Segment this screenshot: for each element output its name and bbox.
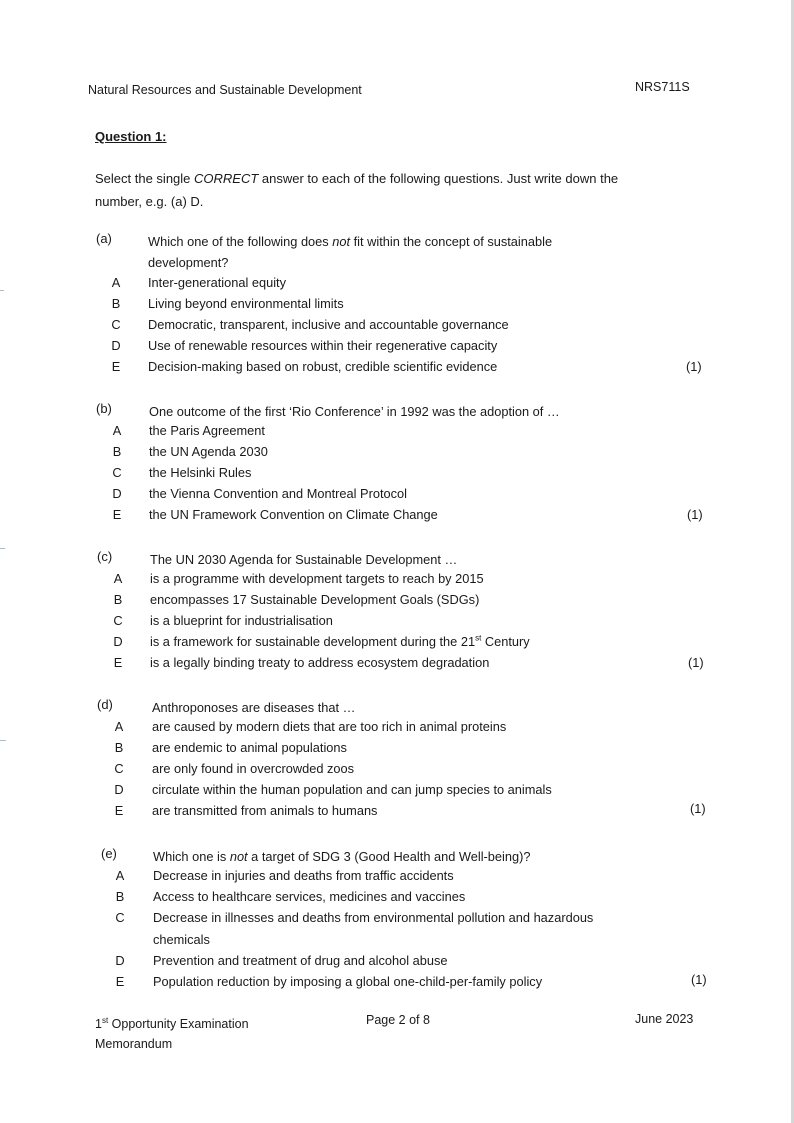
option-text: the Paris Agreement bbox=[149, 423, 265, 438]
option-text: Democratic, transparent, inclusive and accountable governance bbox=[148, 317, 509, 332]
option-letter: B bbox=[114, 740, 124, 755]
option-letter: D bbox=[111, 338, 121, 353]
question-stem: The UN 2030 Agenda for Sustainable Development … bbox=[150, 552, 458, 567]
question-label: (c) bbox=[97, 549, 113, 564]
question-label: (b) bbox=[96, 401, 112, 416]
option-letter: C bbox=[111, 317, 121, 332]
option-letter: B bbox=[113, 592, 123, 607]
option-letter: D bbox=[113, 634, 123, 649]
option-text: the UN Agenda 2030 bbox=[149, 444, 268, 459]
option-letter: B bbox=[111, 296, 121, 311]
marks: (1) bbox=[686, 359, 702, 374]
option-letter: A bbox=[111, 275, 121, 290]
course-code: NRS711S bbox=[635, 80, 690, 94]
option-text: Prevention and treatment of drug and alcohol abuse bbox=[153, 953, 448, 968]
option-letter: B bbox=[112, 444, 122, 459]
option-letter: E bbox=[114, 803, 124, 818]
question-label: (a) bbox=[96, 231, 112, 246]
option-text: are caused by modern diets that are too rich in animal proteins bbox=[152, 719, 507, 734]
question-title: Question 1: bbox=[95, 129, 167, 144]
option-letter: A bbox=[113, 571, 123, 586]
option-letter: D bbox=[114, 782, 124, 797]
option-letter: A bbox=[115, 868, 125, 883]
marks: (1) bbox=[687, 507, 703, 522]
option-letter: A bbox=[112, 423, 122, 438]
option-text: are transmitted from animals to humans bbox=[152, 803, 378, 818]
option-text: Population reduction by imposing a global one-child-per-family policy bbox=[153, 974, 543, 989]
instructions: Select the single CORRECT answer to each of the following questions. Just write down the number, e.g. (a) D. bbox=[95, 171, 619, 209]
option-letter: A bbox=[114, 719, 124, 734]
marks: (1) bbox=[690, 801, 706, 816]
option-text: are endemic to animal populations bbox=[152, 740, 347, 755]
option-text: the Helsinki Rules bbox=[149, 465, 252, 480]
option-text: Decrease in illnesses and deaths from environmental pollution and hazardous chemicals bbox=[153, 910, 594, 947]
option-letter: E bbox=[113, 655, 123, 670]
option-letter: C bbox=[112, 465, 122, 480]
option-letter: C bbox=[114, 761, 124, 776]
question-stem: One outcome of the first ‘Rio Conference’ in 1992 was the adoption of … bbox=[149, 404, 560, 419]
option-letter: D bbox=[112, 486, 122, 501]
option-text: Decrease in injuries and deaths from traffic accidents bbox=[153, 868, 454, 883]
option-text: Living beyond environmental limits bbox=[148, 296, 344, 311]
option-text: encompasses 17 Sustainable Development Goals (SDGs) bbox=[150, 592, 480, 607]
question-stem: Anthroponoses are diseases that … bbox=[152, 700, 356, 715]
question-label: (d) bbox=[97, 697, 113, 712]
option-letter: D bbox=[115, 953, 125, 968]
option-letter: E bbox=[115, 974, 125, 989]
option-text: Access to healthcare services, medicines and vaccines bbox=[153, 889, 466, 904]
option-letter: E bbox=[111, 359, 121, 374]
scan-marks bbox=[0, 0, 6, 1123]
option-text: is a legally binding treaty to address ecosystem degradation bbox=[150, 655, 490, 670]
option-letter: B bbox=[115, 889, 125, 904]
question-stem: Which one is not a target of SDG 3 (Good Health and Well-being)? bbox=[153, 849, 531, 864]
option-letter: C bbox=[113, 613, 123, 628]
option-letter: E bbox=[112, 507, 122, 522]
footer-exam-type: 1st Opportunity Examination Memorandum bbox=[95, 1015, 249, 1051]
marks: (1) bbox=[688, 655, 704, 670]
option-text: is a programme with development targets to reach by 2015 bbox=[150, 571, 484, 586]
option-text: circulate within the human population and can jump species to animals bbox=[152, 782, 552, 797]
option-text: the Vienna Convention and Montreal Protocol bbox=[149, 486, 408, 501]
exam-date: June 2023 bbox=[635, 1012, 694, 1026]
option-text: Use of renewable resources within their regenerative capacity bbox=[148, 338, 498, 353]
option-text: the UN Framework Convention on Climate Change bbox=[149, 507, 438, 522]
option-text: Decision-making based on robust, credible scientific evidence bbox=[148, 359, 498, 374]
marks: (1) bbox=[691, 972, 707, 987]
question-stem: Which one of the following does not fit within the concept of sustainable development? bbox=[148, 234, 553, 270]
course-title: Natural Resources and Sustainable Development bbox=[88, 83, 362, 97]
option-letter: C bbox=[115, 910, 125, 925]
question-label: (e) bbox=[101, 846, 117, 861]
option-text: is a blueprint for industrialisation bbox=[150, 613, 333, 628]
option-text: Inter-generational equity bbox=[148, 275, 287, 290]
option-text: are only found in overcrowded zoos bbox=[152, 761, 355, 776]
page-number: Page 2 of 8 bbox=[366, 1013, 430, 1027]
option-text: is a framework for sustainable development during the 21st Century bbox=[150, 633, 530, 649]
